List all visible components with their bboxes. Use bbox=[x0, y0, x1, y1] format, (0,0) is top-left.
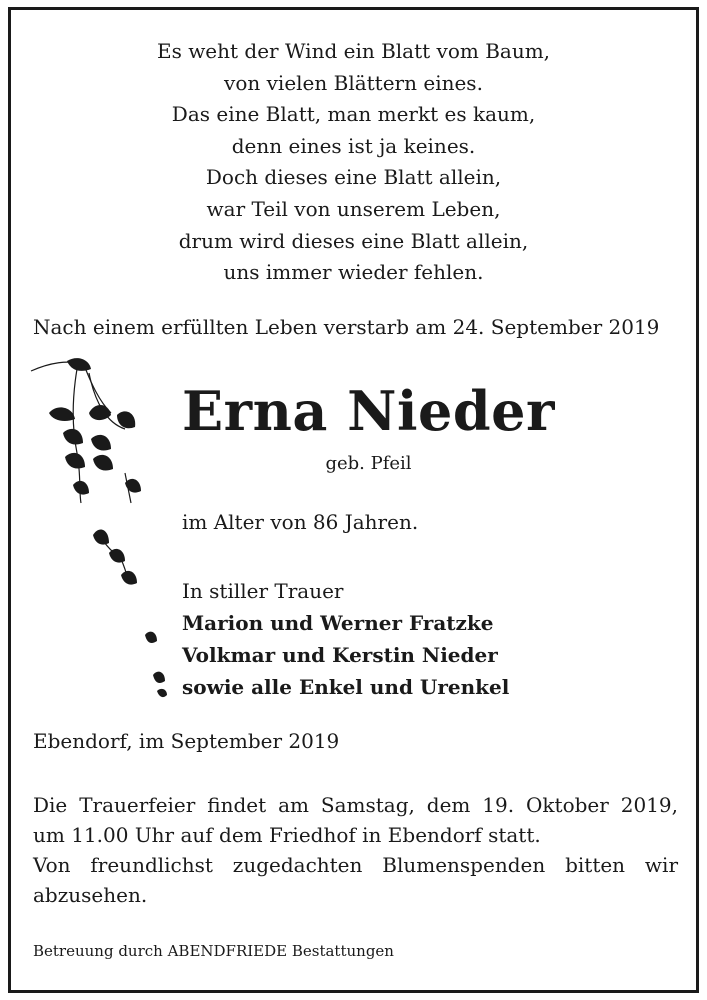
poem-line: denn eines ist ja keines. bbox=[231, 133, 476, 158]
poem-line: Doch dieses eine Blatt allein, bbox=[205, 165, 502, 190]
poem-line: uns immer wieder fehlen. bbox=[223, 260, 484, 285]
mourner-name: sowie alle Enkel und Urenkel bbox=[182, 675, 510, 699]
mourners-heading: In stiller Trauer bbox=[182, 579, 344, 603]
death-announcement: Nach einem erfüllten Leben verstarb am 24. September 2019 bbox=[33, 315, 660, 339]
poem-line: drum wird dieses eine Blatt allein, bbox=[178, 228, 529, 253]
poem bbox=[11, 36, 696, 289]
service-line: abzusehen. bbox=[33, 883, 148, 907]
poem-line: Es weht der Wind ein Blatt vom Baum, bbox=[156, 39, 551, 63]
maiden-name: geb. Pfeil bbox=[325, 453, 412, 474]
funeral-home-credit: Betreuung durch ABENDFRIEDE Bestattungen bbox=[33, 942, 394, 960]
poem-line: war Teil von unserem Leben, bbox=[206, 196, 501, 221]
poem-line: von vielen Blättern eines. bbox=[224, 70, 483, 95]
poem-line: Das eine Blatt, man merkt es kaum, bbox=[171, 102, 536, 127]
place-date: Ebendorf, im September 2019 bbox=[33, 729, 340, 753]
service-line: um 11.00 Uhr auf dem Friedhof in Ebendorf statt. bbox=[33, 823, 541, 847]
service-line: Die Trauerfeier findet am Samstag, dem 19. Oktober 2019, bbox=[33, 793, 678, 817]
deceased-name: Erna Nieder bbox=[182, 379, 555, 443]
mourner-name: Volkmar und Kerstin Nieder bbox=[182, 643, 498, 667]
service-line: Von freundlichst zugedachten Blumenspenden bitten wir bbox=[33, 853, 678, 877]
mourners-block bbox=[182, 575, 509, 703]
service-details bbox=[33, 790, 678, 910]
mourner-name: Marion und Werner Fratzke bbox=[182, 611, 494, 635]
obituary-frame bbox=[8, 7, 699, 993]
age-line: im Alter von 86 Jahren. bbox=[182, 510, 419, 534]
